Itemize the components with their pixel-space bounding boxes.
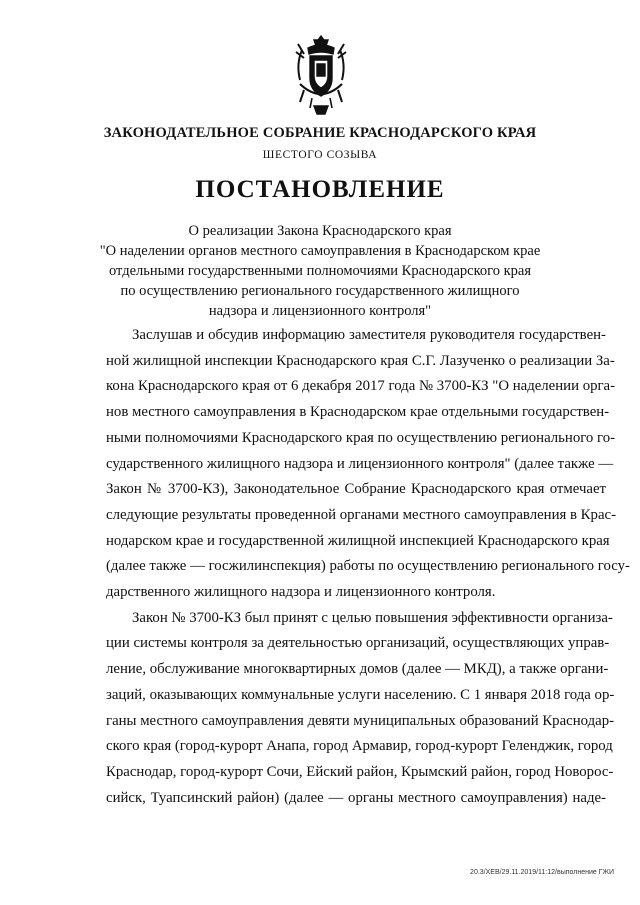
coat-of-arms-icon <box>290 32 352 116</box>
body-line: ной жилищной инспекции Краснодарского края С.Г. Лазученко о реализации За- <box>106 352 615 369</box>
convocation-label: ШЕСТОГО СОЗЫВА <box>262 149 378 161</box>
body-line: дарственного жилищного надзора и лицензионного контроля. <box>106 584 496 601</box>
body-line: заций, оказывающих коммунальные услуги населению. С 1 января 2018 года ор- <box>106 686 615 703</box>
body-line: ции системы контроля за деятельностью организаций, осуществляющих управ- <box>106 635 610 652</box>
body-line: нов местного самоуправления в Краснодарском крае отдельными государствен- <box>106 404 610 421</box>
document-body <box>106 323 630 811</box>
body-line: следующие результаты проведенной органами местного самоуправления в Крас- <box>106 506 617 523</box>
subject-line: О реализации Закона Краснодарского края <box>188 223 452 239</box>
body-line: Закон № 3700-КЗ), Законодательное Собрание Краснодарского края отмечает <box>106 481 606 498</box>
body-line: ными полномочиями Краснодарского края по осуществлению регионального го- <box>106 429 616 446</box>
document-subject <box>60 221 580 321</box>
body-line: Закон № 3700-КЗ был принят с целью повышения эффективности организа- <box>132 609 613 626</box>
body-line: ление, обслуживание многоквартирных домов (далее — МКД), а также органи- <box>106 661 609 678</box>
document-type-heading: ПОСТАНОВЛЕНИЕ <box>195 176 445 203</box>
body-line: нодарском крае и государственной жилищной инспекцией Краснодарского края <box>106 532 610 549</box>
subject-line: "О наделении органов местного самоуправления в Краснодарском крае <box>99 243 541 259</box>
subject-line: по осуществлению регионального государственного жилищного <box>120 283 520 299</box>
body-line: Заслушав и обсудив информацию заместителя руководителя государствен- <box>132 327 606 343</box>
body-line: сийск, Туапсинский район) (далее — органы местного самоуправления) наде- <box>106 789 606 806</box>
body-line: ганы местного самоуправления девяти муниципальных образований Краснодар- <box>106 712 615 729</box>
body-line: (далее также — госжилинспекция) работы по осуществлению регионального госу- <box>106 558 630 575</box>
subject-line: надзора и лицензионного контроля" <box>208 303 432 319</box>
subject-line: отдельными государственными полномочиями Краснодарского края <box>109 263 531 279</box>
body-line: ского края (город-курорт Анапа, город Армавир, город-курорт Геленджик, город <box>106 738 613 755</box>
body-line: сударственного жилищного надзора и лицензионного контроля" (далее также — <box>106 455 614 472</box>
document-registration-code: 20.3/ХЕВ/29.11.2019/11:12/выполнение ГЖИ <box>470 869 614 876</box>
body-line: кона Краснодарского края от 6 декабря 2017 года № 3700-КЗ "О наделении орга- <box>106 378 616 395</box>
body-line: Краснодар, город-курорт Сочи, Ейский район, Крымский район, город Новорос- <box>106 763 614 780</box>
organization-title: ЗАКОНОДАТЕЛЬНОЕ СОБРАНИЕ КРАСНОДАРСКОГО КРАЯ <box>103 125 537 141</box>
